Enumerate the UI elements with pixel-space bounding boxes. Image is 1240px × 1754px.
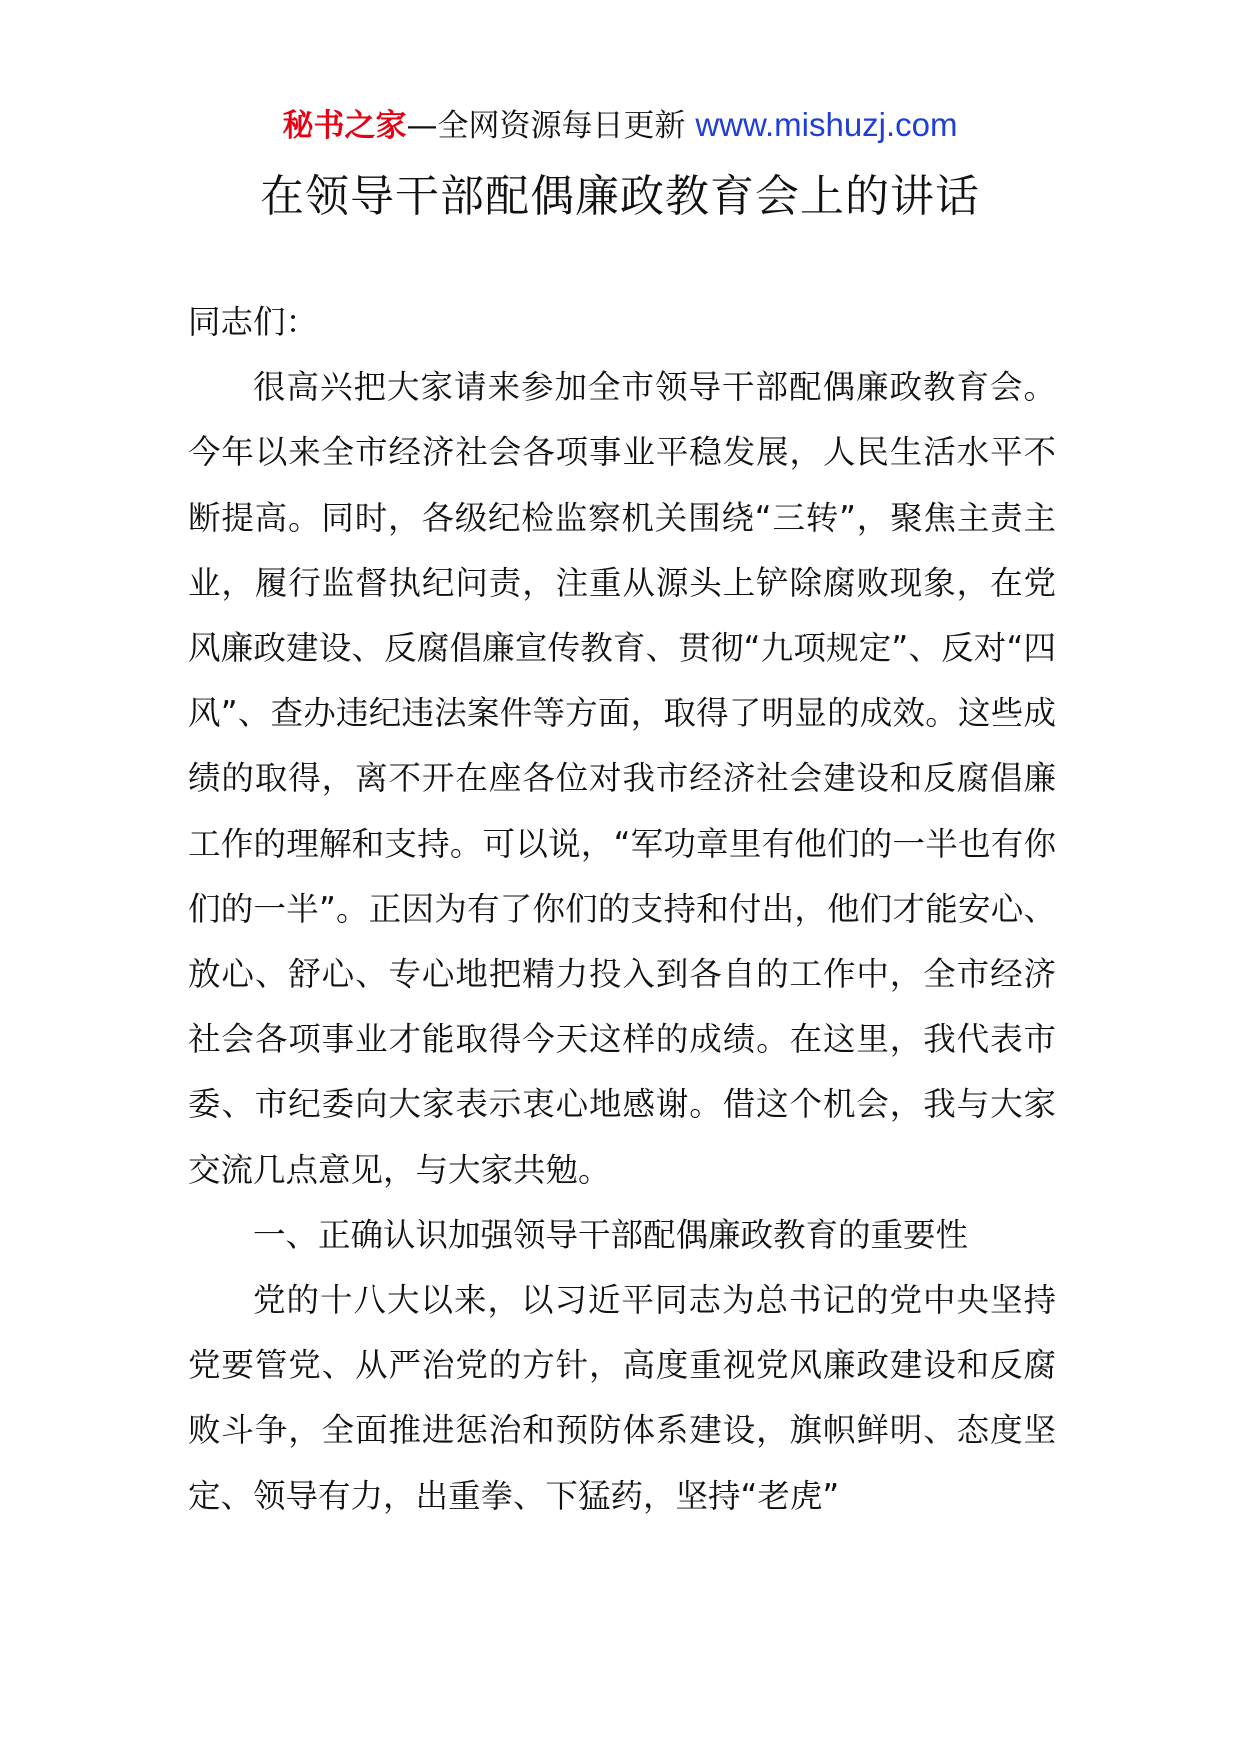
- document-body: [188, 290, 1056, 1529]
- site-url-link[interactable]: www.mishuzj.com: [695, 106, 958, 143]
- paragraph: 党的十八大以来，以习近平同志为总书记的党中央坚持党要管党、从严治党的方针，高度重视党风廉政建设和反腐败斗争，全面推进惩治和预防体系建设，旗帜鲜明、态度坚定、领导有力，出重拳、下猛药，坚持“老虎”: [188, 1281, 1056, 1515]
- document-title: 在领导干部配偶廉政教育会上的讲话: [260, 171, 980, 222]
- salutation: 同志们：: [188, 303, 319, 341]
- paragraph: 很高兴把大家请来参加全市领导干部配偶廉政教育会。今年以来全市经济社会各项事业平稳发展，人民生活水平不断提高。同时，各级纪检监察机关围绕“三转”，聚焦主责主业，履行监督执纪问责，注重从源头上铲除腐败现象，在党风廉政建设、反腐倡廉宣传教育、贯彻“九项规定”、反对“四风”、查办违纪违法案件等方面，取得了明显的成效。这些成绩的取得，离不开在座各位对我市经济社会建设和反腐倡廉工作的理解和支持。可以说，“军功章里有他们的一半也有你们的一半”。正因为有了你们的支持和付出，他们才能安心、放心、舒心、专心地把精力投入到各自的工作中，全市经济社会各项事业才能取得今天这样的成绩。在这里，我代表市委、市纪委向大家表示衷心地感谢。借这个机会，我与大家交流几点意见，与大家共勉。: [188, 368, 1056, 1189]
- site-banner: [0, 100, 1240, 151]
- brand-name: 秘书之家: [282, 108, 407, 144]
- section-heading: 一、正确认识加强领导干部配偶廉政教育的重要性: [253, 1215, 969, 1254]
- banner-tagline: —全网资源每日更新: [406, 108, 696, 144]
